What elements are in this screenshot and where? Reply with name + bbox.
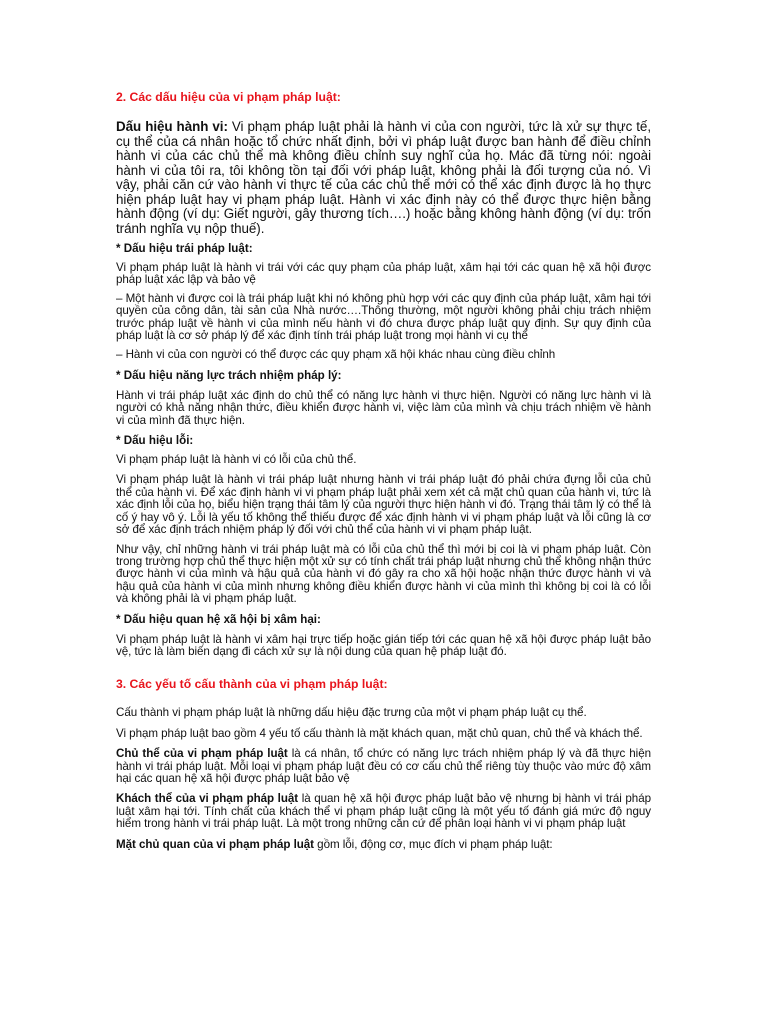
subjective-paragraph [116,839,651,851]
capacity-sign-paragraph: Hành vi trái pháp luật xác định do chủ thể có năng lực hành vi thực hiện. Người có năng lực hành vi là người có khả năng nhận thức, điều khiển được hành vi, việc làm của mình và chịu trách nhiệm về hành vi của mình đã thực hiện. [116,388,651,427]
object-lead: Khách thể của vi phạm pháp luật [116,792,299,806]
fault-sign-paragraph-3: Như vậy, chỉ những hành vi trái pháp luật mà có lỗi của chủ thể thì mới bị coi là vi phạm pháp luật. Còn trong trường hợp chủ thể thực hiện một xử sự có tính chất trái pháp luật nhưng chủ thể không nhận thức được hành vi của mình và hậu quả của hành vi đó gây ra cho xã hội hoặc nhận thức được hành vi và hậu quả của hành vi của mình nhưng không điều khiển được hành vi của mình thì không bị coi là có lỗi và không phải là vi phạm pháp luật. [116,542,651,606]
object-paragraph [116,793,651,830]
fault-sign-paragraph-1: Vi phạm pháp luật là hành vi có lỗi của chủ thể. [116,453,357,467]
subjective-text: gồm lỗi, động cơ, mục đích vi phạm pháp luật: [314,837,553,851]
document-body [116,90,651,851]
subject-paragraph [116,748,651,785]
relation-sign-heading: * Dấu hiệu quan hệ xã hội bị xâm hại: [116,612,321,626]
illegal-sign-paragraph-2: – Một hành vi được coi là trái pháp luật khi nó không phù hợp với các quy định của pháp luật, xâm hại tới quyền của công dân, tài sản của Nhà nước….Thông thường, một người không phải chịu trách nhiệm trước pháp luật về hành vi của mình nếu hành vi đó chưa được pháp luật quy định. Sự quy định của pháp luật là cơ sở pháp lý để xác định tính trái pháp luật trong mọi hành vi cụ thể [116,291,651,343]
act-sign-lead: Dấu hiệu hành vi: [116,119,228,134]
fault-sign-paragraph-2: Vi phạm pháp luật là hành vi trái pháp luật nhưng hành vi trái pháp luật đó phải chứa đựng lỗi của chủ thể của hành vi. Để xác định hành vi vi phạm pháp luật phải xem xét cả mặt chủ quan của hành vi, tức là xác định lỗi của họ, biểu hiện trạng thái tâm lý của người thực hiện hành vi đó. Trạng thái tâm lý có thể là cố ý hay vô ý. Lỗi là yếu tố không thể thiếu được để xác định hành vi vi phạm pháp luật và lỗi cũng là cơ sở để xác định trách nhiệm pháp lý đối với chủ thể của hành vi vi phạm pháp luật. [116,473,651,537]
fault-sign-heading: * Dấu hiệu lỗi: [116,434,194,448]
illegal-sign-paragraph-1: Vi phạm pháp luật là hành vi trái với các quy phạm của pháp luật, xâm hại tới các quan hệ xã hội được pháp luật xác lập và bảo vệ [116,261,651,287]
subject-lead: Chủ thể của vi phạm pháp luật [116,747,288,761]
illegal-sign-heading: * Dấu hiệu trái pháp luật: [116,242,253,255]
subjective-lead: Mặt chủ quan của vi phạm pháp luật [116,837,314,851]
act-sign-paragraph [116,120,651,236]
act-sign-text: Vi phạm pháp luật phải là hành vi của con người, tức là xử sự thực tế, cụ thể của cá nhân hoặc tổ chức nhất định, bởi vì pháp luật được ban hành để điều chỉnh hành vi của các chủ thể mà không điều chỉnh suy nghĩ của họ. Mác đã từng nói: ngoài hành vi của tôi ra, tôi không tồn tại đối với pháp luật, không phải là đối tượng của nó. Vì vậy, phải căn cứ vào hành vi thực tế của các chủ thể mới có thể xác định được là họ thực hiện pháp luật hay vi phạm pháp luật. Hành vi xác định này có thể được thực hiện bằng hành động (ví dụ: Giết người, gây thương tích….) hoặc bằng không hành động (ví dụ: trốn tránh nghĩa vụ nộp thuế). [116,119,651,236]
constitution-elements: Vi phạm pháp luật bao gồm 4 yếu tố cấu thành là mặt khách quan, mặt chủ quan, chủ thể và khách thể. [116,726,643,740]
illegal-sign-paragraph-3: – Hành vi của con người có thể được các quy phạm xã hội khác nhau cùng điều chỉnh [116,348,556,362]
section-2-heading: 2. Các dấu hiệu của vi phạm pháp luật: [116,90,341,104]
section-3-heading: 3. Các yếu tố cấu thành của vi phạm pháp luật: [116,677,388,692]
relation-sign-paragraph: Vi phạm pháp luật là hành vi xâm hại trực tiếp hoặc gián tiếp tới các quan hệ xã hội được pháp luật bảo vệ, tức là làm biến dạng đi cách xử sự là nội dung của quan hệ pháp luật đó. [116,632,651,658]
capacity-sign-heading: * Dấu hiệu năng lực trách nhiệm pháp lý: [116,368,342,382]
subject-text: là cá nhân, tổ chức có năng lực trách nhiệm pháp lý và đã thực hiện hành vi trái pháp luật. Mỗi loại vi phạm pháp luật đều có cơ cấu chủ thể riêng tùy thuộc vào mức độ xâm hại các quan hệ xã hội được pháp luật bảo vệ [116,747,651,785]
constitution-definition: Cấu thành vi phạm pháp luật là những dấu hiệu đặc trưng của một vi phạm pháp luật cụ thể. [116,706,587,720]
object-text: là quan hệ xã hội được pháp luật bảo vệ nhưng bị hành vi trái pháp luật xâm hại tới. Tính chất của khách thể vi phạm pháp luật cũng là một yếu tố đánh giá mức độ nguy hiểm trong hành vi trái pháp luật. Là một trong những căn cứ để phân loại hành vi vi phạm pháp luật [116,792,651,831]
